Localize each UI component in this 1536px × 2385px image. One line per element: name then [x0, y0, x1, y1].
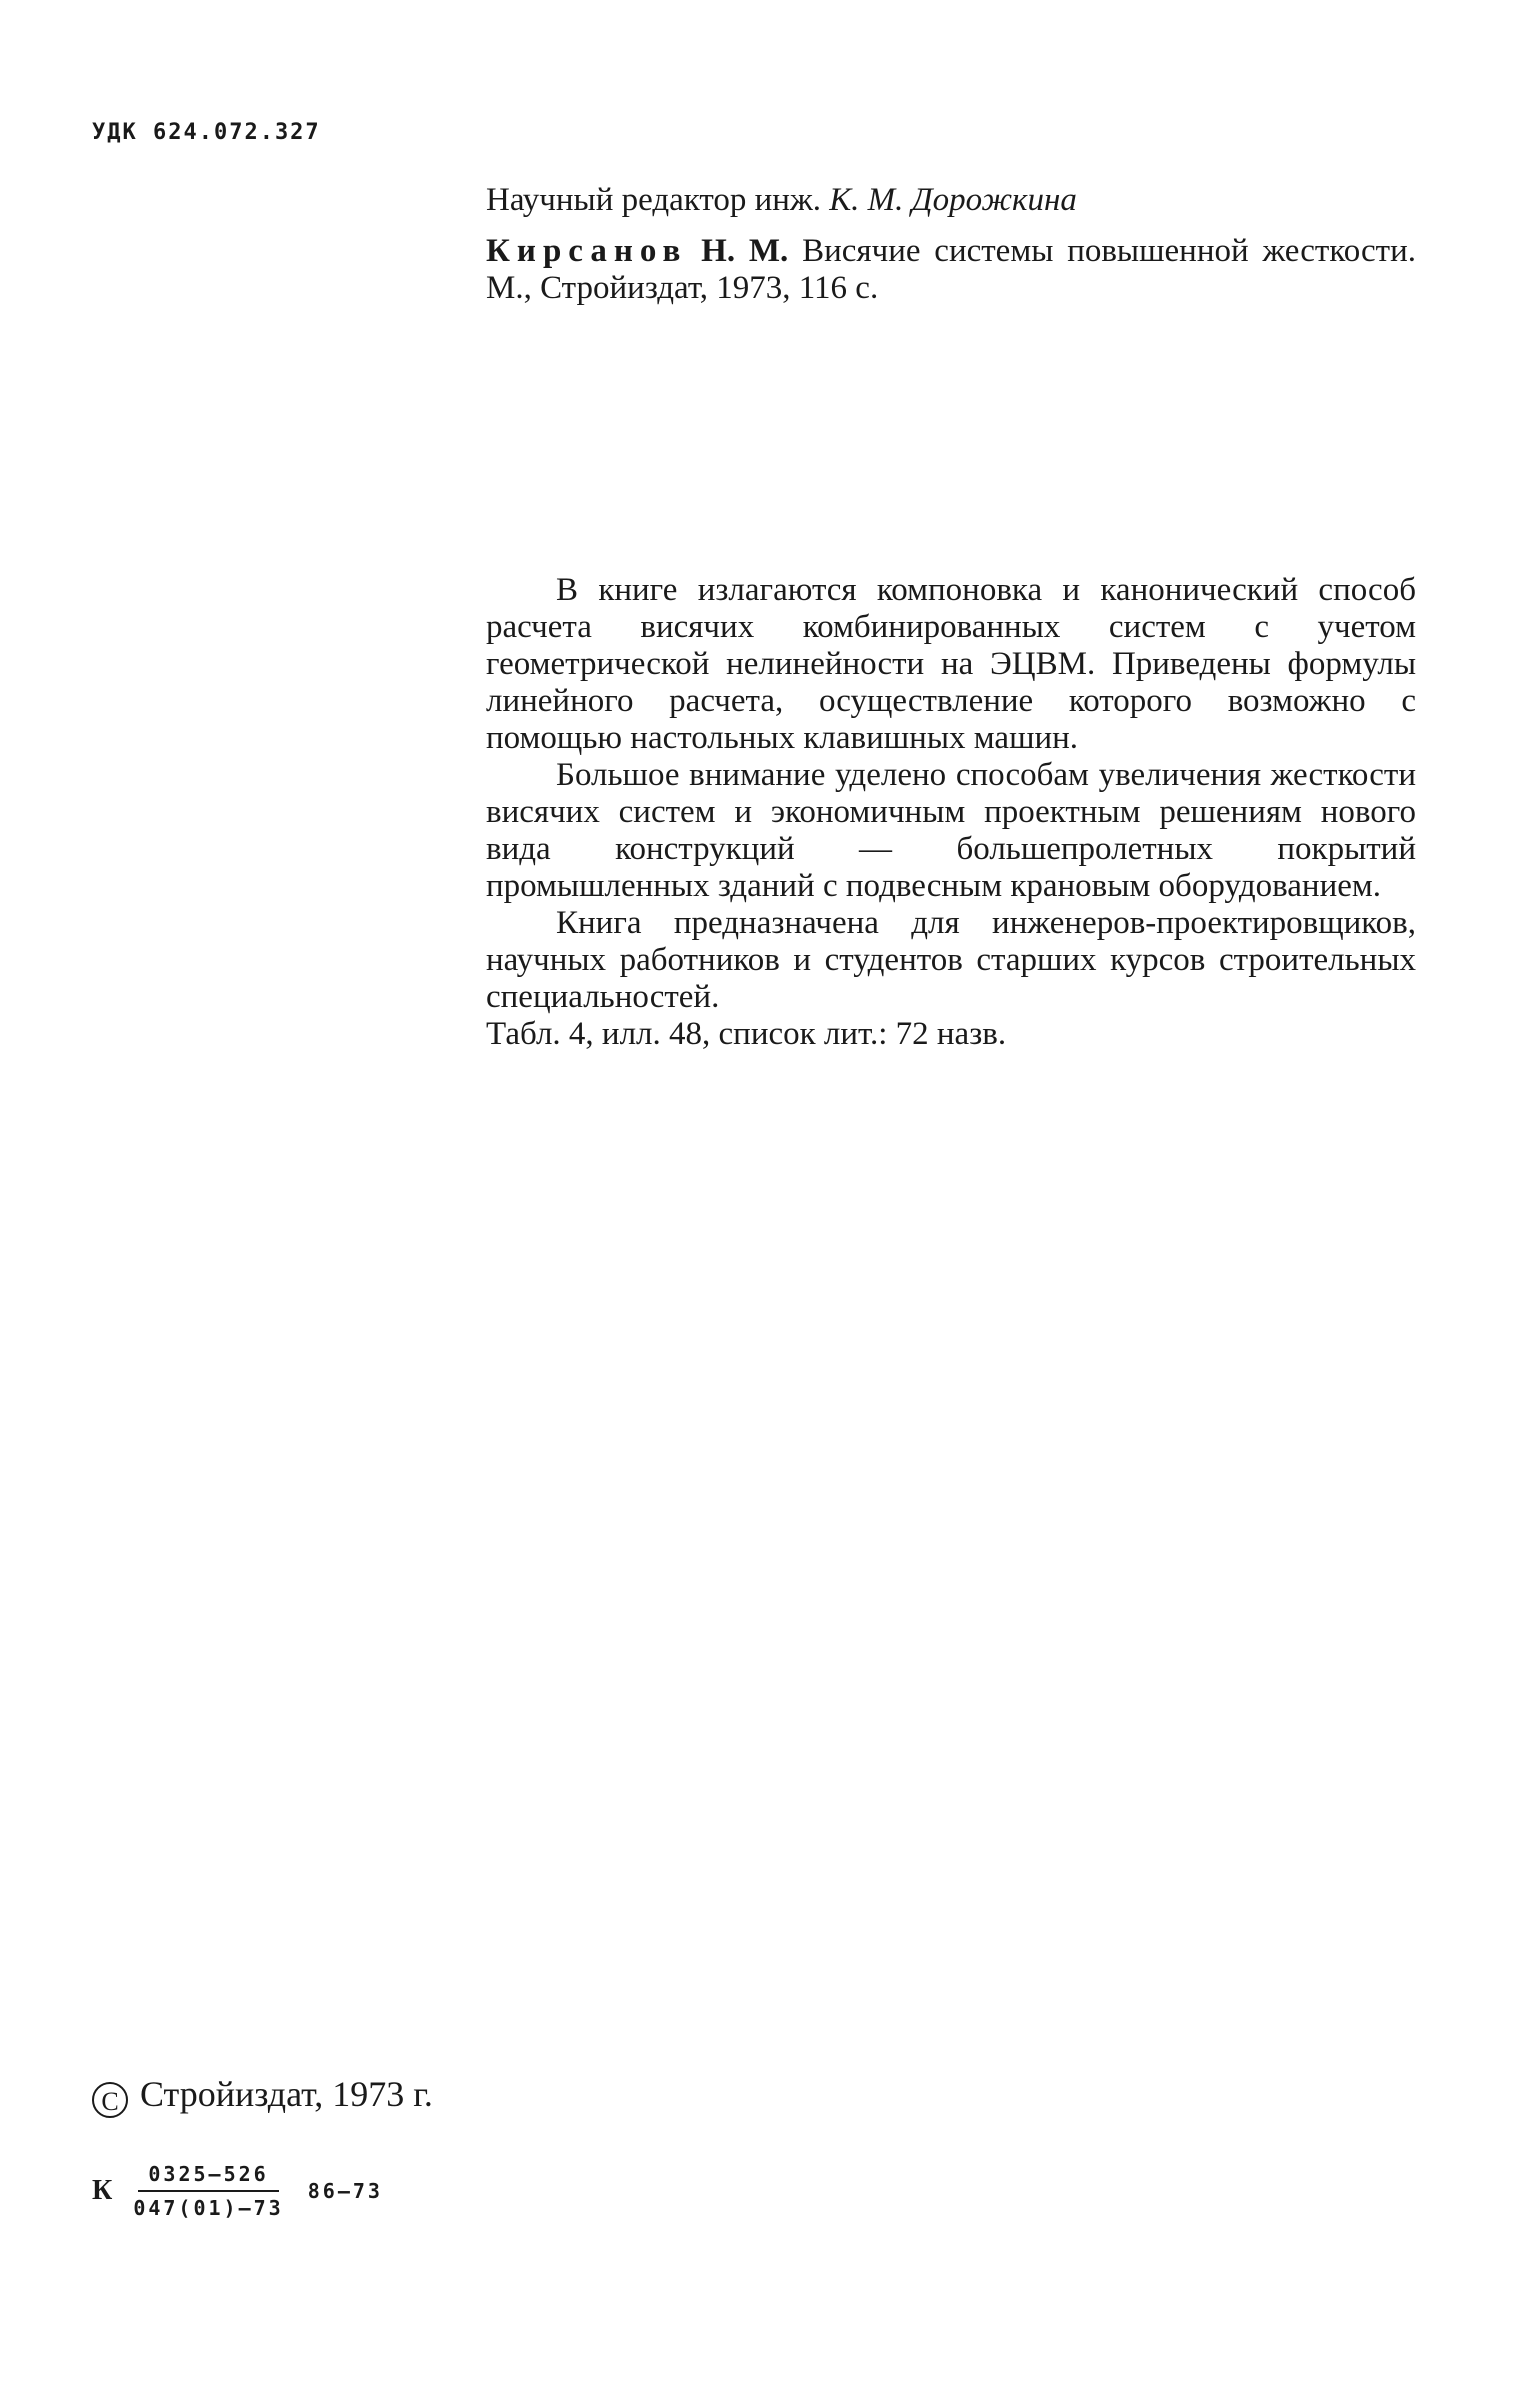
abstract-paragraph: Книга предназначена для инженеров-проектировщиков, научных работников и студентов старших курсов строительных специальностей.	[486, 905, 1416, 1015]
copyright-icon: C	[92, 2082, 128, 2118]
catalog-letter: К	[92, 2175, 116, 2206]
abstract-stats: Табл. 4, илл. 48, список лит.: 72 назв.	[486, 1016, 1007, 1052]
abstract	[486, 572, 1416, 1053]
copyright-notice	[92, 2074, 433, 2118]
book-title-publication: Висячие системы повышенной жесткости. М., Стройиздат, 1973, 116 с.	[486, 233, 1417, 306]
catalog-numerator: 0325—526	[138, 2162, 278, 2192]
scientific-editor-line	[486, 182, 1416, 219]
catalog-fraction	[123, 2162, 293, 2220]
catalog-suffix: 86—73	[307, 2179, 383, 2203]
editor-name: К. М. Дорожкина	[829, 182, 1077, 218]
author-surname: Кирсанов	[486, 233, 688, 269]
udk-code: УДК 624.072.327	[92, 120, 321, 145]
editor-prefix: Научный редактор инж.	[486, 182, 830, 218]
catalog-denominator: 047(01)—73	[133, 2196, 284, 2220]
author-initials: Н. М.	[701, 233, 789, 269]
bibliographic-record	[486, 233, 1416, 307]
abstract-paragraph: Большое внимание уделено способам увеличения жесткости висячих систем и экономичным проектным решениям нового вида конструкций — большепролетных покрытий промышленных зданий с подвесным крановым оборудованием.	[486, 757, 1416, 904]
abstract-paragraph: В книге излагаются компоновка и канонический способ расчета висячих комбинированных систем с учетом геометрической нелинейности на ЭЦВМ. Приведены формулы линейного расчета, осуществление которого возможно с помощью настольных клавишных машин.	[486, 572, 1416, 756]
catalog-index	[92, 2162, 383, 2220]
copyright-text: Стройиздат, 1973 г.	[140, 2074, 433, 2114]
